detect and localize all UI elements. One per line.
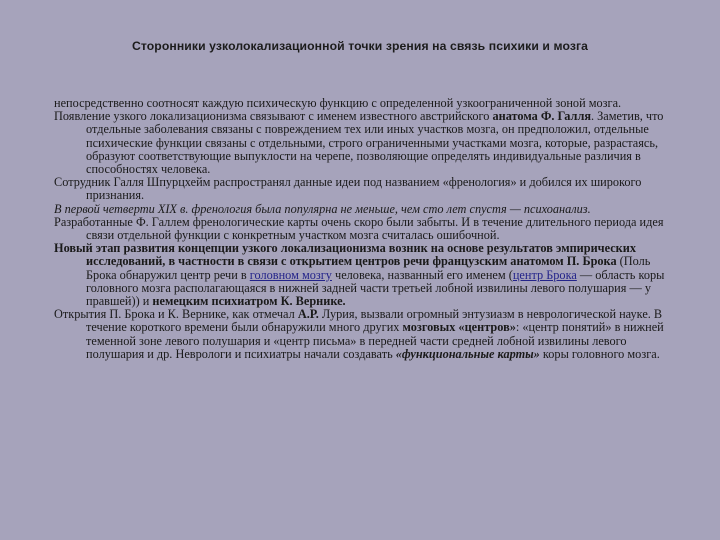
- p4-italic-text: В первой четверти XIX в. френология была популярна не меньше, чем сто лет спустя — психоанализ.: [54, 201, 591, 216]
- paragraph-7: [54, 308, 680, 361]
- p6-text-2: человека, названный его именем (: [331, 267, 513, 282]
- p7-text-1: Открытия П. Брока и К. Вернике, как отмечал: [54, 307, 298, 322]
- paragraph-6: [54, 242, 680, 308]
- slide-title: Сторонники узколокализационной точки зрения на связь психики и мозга: [131, 39, 589, 53]
- p7-bold-italic-maps: «функциональные карты»: [395, 346, 540, 361]
- p7-text-4: коры головного мозга.: [539, 346, 660, 361]
- p6-text-1: (Поль Брока обнаружил центр речи в: [86, 254, 651, 282]
- p3-text: Сотрудник Галля Шпурцхейм распространял данные идеи под названием «френология» и добился их широкого признания.: [54, 175, 642, 203]
- p2-text-2: . Заметив, что отдельные заболевания связаны с повреждением тех или иных участков мозга, он предположил, отдельные психические функции связаны с отдельными, строго ограниченными участками мозга, которые, разрастаясь, образуют соответствующие выпуклости на черепе, позволяющие определять индивидуальные различия в способностях человека.: [86, 109, 664, 177]
- slide-body: [54, 97, 680, 361]
- brain-link[interactable]: головном мозгу: [249, 267, 332, 282]
- paragraph-2: [54, 110, 680, 176]
- p1-text: непосредственно соотносят каждую психическую функцию с определенной узкоограниченной зоной мозга.: [54, 96, 622, 110]
- p7-bold-initials: А.Р.: [297, 307, 319, 322]
- p2-text-1: Появление узкого локализационизма связывают с именем известного австрийского: [54, 109, 493, 124]
- broca-center-link[interactable]: центр Брока: [512, 267, 577, 282]
- p6-bold-2: немецким психиатром К. Вернике.: [152, 294, 346, 309]
- p7-text-2: Лурия, вызвали огромный энтузиазм в неврологической науке. В течение короткого времени были обнаружили много других: [86, 307, 663, 335]
- p2-bold-gall: анатома Ф. Галля: [492, 109, 591, 124]
- p6-text-3: — область коры головного мозга располагающаяся в нижней задней части третьей лобной извилины левого полушария — у правшей)) и: [86, 267, 665, 309]
- paragraph-3: [54, 176, 680, 202]
- p5-text: Разработанные Ф. Галлем френологические карты очень скоро были забыты. И в течение длительного периода идея связи отдельной функции с конкретным участком мозга считалась ошибочной.: [54, 214, 664, 243]
- p7-text-3: : «центр понятий» в нижней теменной зоне левого полушария и «центр письма» в передней части средней лобной извилины левого полушария и др. Неврологи и психиатры начали создавать: [86, 320, 664, 361]
- p7-bold-centers: мозговых «центров»: [402, 320, 516, 335]
- paragraph-5: [54, 216, 680, 242]
- p6-bold-1: Новый этап развития концепции узкого локализационизма возник на основе результатов эмпирических исследований, в частности в связи с открытием центров речи французским анатомом П. Брока: [54, 241, 636, 269]
